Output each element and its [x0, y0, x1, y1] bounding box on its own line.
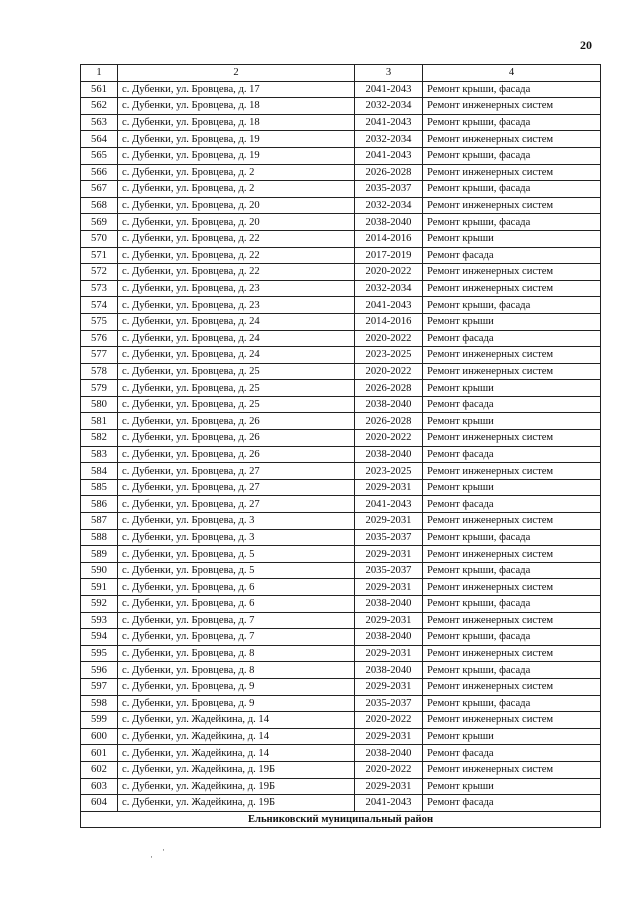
row-address: с. Дубенки, ул. Бровцева, д. 24 — [118, 313, 355, 330]
row-work-type: Ремонт инженерных систем — [423, 513, 601, 530]
table-row — [81, 579, 601, 596]
row-period: 2020-2022 — [355, 264, 423, 281]
row-address: с. Дубенки, ул. Бровцева, д. 27 — [118, 496, 355, 513]
row-number: 591 — [81, 579, 118, 596]
row-number: 571 — [81, 247, 118, 264]
row-work-type: Ремонт инженерных систем — [423, 280, 601, 297]
row-work-type: Ремонт инженерных систем — [423, 463, 601, 480]
row-period: 2038-2040 — [355, 629, 423, 646]
row-work-type: Ремонт крыши, фасада — [423, 214, 601, 231]
row-number: 566 — [81, 164, 118, 181]
row-period: 2029-2031 — [355, 513, 423, 530]
row-period: 2029-2031 — [355, 579, 423, 596]
row-address: с. Дубенки, ул. Бровцева, д. 19 — [118, 131, 355, 148]
row-number: 583 — [81, 446, 118, 463]
row-period: 2029-2031 — [355, 778, 423, 795]
row-number: 590 — [81, 562, 118, 579]
table-row — [81, 596, 601, 613]
row-period: 2035-2037 — [355, 181, 423, 198]
row-period: 2020-2022 — [355, 363, 423, 380]
row-number: 573 — [81, 280, 118, 297]
table-row — [81, 562, 601, 579]
row-period: 2038-2040 — [355, 446, 423, 463]
table-row — [81, 247, 601, 264]
row-address: с. Дубенки, ул. Бровцева, д. 8 — [118, 662, 355, 679]
row-number: 575 — [81, 313, 118, 330]
row-period: 2041-2043 — [355, 147, 423, 164]
section-row — [81, 811, 601, 828]
row-period: 2038-2040 — [355, 745, 423, 762]
row-work-type: Ремонт инженерных систем — [423, 197, 601, 214]
row-work-type: Ремонт крыши, фасада — [423, 596, 601, 613]
row-period: 2020-2022 — [355, 330, 423, 347]
row-work-type: Ремонт крыши, фасада — [423, 181, 601, 198]
table-row — [81, 114, 601, 131]
row-address: с. Дубенки, ул. Бровцева, д. 25 — [118, 396, 355, 413]
row-period: 2017-2019 — [355, 247, 423, 264]
row-address: с. Дубенки, ул. Бровцева, д. 18 — [118, 98, 355, 115]
row-work-type: Ремонт инженерных систем — [423, 363, 601, 380]
row-number: 578 — [81, 363, 118, 380]
table-body — [81, 81, 601, 811]
header-col-4: 4 — [423, 65, 601, 82]
row-address: с. Дубенки, ул. Бровцева, д. 18 — [118, 114, 355, 131]
row-address: с. Дубенки, ул. Бровцева, д. 9 — [118, 678, 355, 695]
row-number: 592 — [81, 596, 118, 613]
row-address: с. Дубенки, ул. Жадейкина, д. 19Б — [118, 761, 355, 778]
table-row — [81, 728, 601, 745]
row-address: с. Дубенки, ул. Бровцева, д. 23 — [118, 280, 355, 297]
row-work-type: Ремонт инженерных систем — [423, 430, 601, 447]
row-work-type: Ремонт инженерных систем — [423, 612, 601, 629]
row-work-type: Ремонт крыши, фасада — [423, 662, 601, 679]
header-col-2: 2 — [118, 65, 355, 82]
row-work-type: Ремонт фасада — [423, 496, 601, 513]
row-period: 2029-2031 — [355, 645, 423, 662]
row-address: с. Дубенки, ул. Жадейкина, д. 19Б — [118, 778, 355, 795]
table-row — [81, 330, 601, 347]
row-period: 2032-2034 — [355, 98, 423, 115]
row-number: 568 — [81, 197, 118, 214]
row-period: 2041-2043 — [355, 795, 423, 812]
table-row — [81, 612, 601, 629]
row-number: 567 — [81, 181, 118, 198]
table-row — [81, 529, 601, 546]
table-row — [81, 712, 601, 729]
row-address: с. Дубенки, ул. Бровцева, д. 24 — [118, 347, 355, 364]
row-work-type: Ремонт инженерных систем — [423, 164, 601, 181]
table-row — [81, 463, 601, 480]
table-row — [81, 164, 601, 181]
row-number: 588 — [81, 529, 118, 546]
housing-repair-table — [80, 64, 601, 828]
row-work-type: Ремонт крыши — [423, 380, 601, 397]
row-period: 2032-2034 — [355, 131, 423, 148]
row-period: 2041-2043 — [355, 114, 423, 131]
table-row — [81, 197, 601, 214]
row-work-type: Ремонт крыши, фасада — [423, 562, 601, 579]
row-number: 582 — [81, 430, 118, 447]
row-period: 2035-2037 — [355, 695, 423, 712]
table-row — [81, 430, 601, 447]
row-number: 599 — [81, 712, 118, 729]
row-number: 589 — [81, 546, 118, 563]
row-work-type: Ремонт крыши, фасада — [423, 81, 601, 98]
row-number: 594 — [81, 629, 118, 646]
table-row — [81, 778, 601, 795]
header-col-3: 3 — [355, 65, 423, 82]
row-work-type: Ремонт инженерных систем — [423, 264, 601, 281]
row-period: 2029-2031 — [355, 612, 423, 629]
header-col-1: 1 — [81, 65, 118, 82]
row-period: 2035-2037 — [355, 529, 423, 546]
page-number: 20 — [580, 38, 592, 52]
table-row — [81, 795, 601, 812]
row-address: с. Дубенки, ул. Бровцева, д. 2 — [118, 181, 355, 198]
table-row — [81, 131, 601, 148]
row-work-type: Ремонт фасада — [423, 795, 601, 812]
row-address: с. Дубенки, ул. Бровцева, д. 24 — [118, 330, 355, 347]
row-address: с. Дубенки, ул. Бровцева, д. 22 — [118, 230, 355, 247]
row-period: 2020-2022 — [355, 430, 423, 447]
table-row — [81, 645, 601, 662]
table-row — [81, 629, 601, 646]
row-work-type: Ремонт крыши — [423, 778, 601, 795]
row-number: 565 — [81, 147, 118, 164]
row-period: 2026-2028 — [355, 164, 423, 181]
table-row — [81, 98, 601, 115]
row-period: 2014-2016 — [355, 313, 423, 330]
row-address: с. Дубенки, ул. Бровцева, д. 3 — [118, 513, 355, 530]
table-row — [81, 181, 601, 198]
scan-speck: · — [162, 845, 165, 855]
row-period: 2038-2040 — [355, 596, 423, 613]
row-address: с. Дубенки, ул. Бровцева, д. 22 — [118, 264, 355, 281]
row-number: 563 — [81, 114, 118, 131]
table-row — [81, 313, 601, 330]
row-address: с. Дубенки, ул. Бровцева, д. 6 — [118, 596, 355, 613]
row-work-type: Ремонт инженерных систем — [423, 579, 601, 596]
table-row — [81, 413, 601, 430]
row-work-type: Ремонт фасада — [423, 247, 601, 264]
table-row — [81, 695, 601, 712]
row-period: 2023-2025 — [355, 463, 423, 480]
row-period: 2029-2031 — [355, 678, 423, 695]
row-number: 572 — [81, 264, 118, 281]
row-period: 2032-2034 — [355, 197, 423, 214]
row-number: 576 — [81, 330, 118, 347]
row-work-type: Ремонт крыши, фасада — [423, 114, 601, 131]
table-row — [81, 264, 601, 281]
row-address: с. Дубенки, ул. Бровцева, д. 6 — [118, 579, 355, 596]
row-address: с. Дубенки, ул. Бровцева, д. 27 — [118, 463, 355, 480]
row-address: с. Дубенки, ул. Бровцева, д. 26 — [118, 446, 355, 463]
row-number: 581 — [81, 413, 118, 430]
table-row — [81, 745, 601, 762]
row-number: 596 — [81, 662, 118, 679]
row-number: 598 — [81, 695, 118, 712]
row-period: 2038-2040 — [355, 662, 423, 679]
row-address: с. Дубенки, ул. Бровцева, д. 7 — [118, 612, 355, 629]
row-number: 586 — [81, 496, 118, 513]
row-work-type: Ремонт крыши — [423, 313, 601, 330]
row-work-type: Ремонт инженерных систем — [423, 678, 601, 695]
row-address: с. Дубенки, ул. Бровцева, д. 25 — [118, 363, 355, 380]
row-number: 574 — [81, 297, 118, 314]
row-number: 604 — [81, 795, 118, 812]
row-period: 2041-2043 — [355, 496, 423, 513]
row-number: 601 — [81, 745, 118, 762]
row-number: 585 — [81, 479, 118, 496]
row-period: 2029-2031 — [355, 479, 423, 496]
table-row — [81, 479, 601, 496]
row-number: 597 — [81, 678, 118, 695]
table-row — [81, 446, 601, 463]
row-period: 2014-2016 — [355, 230, 423, 247]
row-period: 2038-2040 — [355, 214, 423, 231]
row-period: 2038-2040 — [355, 396, 423, 413]
row-period: 2020-2022 — [355, 712, 423, 729]
table-row — [81, 662, 601, 679]
row-number: 580 — [81, 396, 118, 413]
row-address: с. Дубенки, ул. Бровцева, д. 23 — [118, 297, 355, 314]
row-address: с. Дубенки, ул. Бровцева, д. 5 — [118, 546, 355, 563]
row-work-type: Ремонт крыши, фасада — [423, 529, 601, 546]
row-address: с. Дубенки, ул. Жадейкина, д. 14 — [118, 728, 355, 745]
row-number: 570 — [81, 230, 118, 247]
row-period: 2029-2031 — [355, 546, 423, 563]
row-period: 2032-2034 — [355, 280, 423, 297]
table-row — [81, 147, 601, 164]
table-row — [81, 280, 601, 297]
row-address: с. Дубенки, ул. Бровцева, д. 3 — [118, 529, 355, 546]
row-address: с. Дубенки, ул. Жадейкина, д. 14 — [118, 745, 355, 762]
row-period: 2026-2028 — [355, 380, 423, 397]
row-address: с. Дубенки, ул. Бровцева, д. 22 — [118, 247, 355, 264]
row-address: с. Дубенки, ул. Бровцева, д. 26 — [118, 430, 355, 447]
row-number: 562 — [81, 98, 118, 115]
row-number: 587 — [81, 513, 118, 530]
row-address: с. Дубенки, ул. Бровцева, д. 5 — [118, 562, 355, 579]
row-address: с. Дубенки, ул. Бровцева, д. 17 — [118, 81, 355, 98]
row-number: 579 — [81, 380, 118, 397]
row-period: 2026-2028 — [355, 413, 423, 430]
row-work-type: Ремонт крыши, фасада — [423, 629, 601, 646]
row-number: 577 — [81, 347, 118, 364]
row-address: с. Дубенки, ул. Бровцева, д. 20 — [118, 197, 355, 214]
table-row — [81, 513, 601, 530]
table-row — [81, 546, 601, 563]
row-number: 595 — [81, 645, 118, 662]
row-address: с. Дубенки, ул. Бровцева, д. 9 — [118, 695, 355, 712]
table-row — [81, 230, 601, 247]
row-number: 603 — [81, 778, 118, 795]
row-address: с. Дубенки, ул. Бровцева, д. 26 — [118, 413, 355, 430]
table-row — [81, 380, 601, 397]
row-period: 2023-2025 — [355, 347, 423, 364]
row-work-type: Ремонт фасада — [423, 745, 601, 762]
table-row — [81, 496, 601, 513]
row-address: с. Дубенки, ул. Бровцева, д. 2 — [118, 164, 355, 181]
row-work-type: Ремонт фасада — [423, 396, 601, 413]
row-number: 593 — [81, 612, 118, 629]
row-work-type: Ремонт крыши — [423, 230, 601, 247]
row-work-type: Ремонт инженерных систем — [423, 761, 601, 778]
table-footer — [81, 811, 601, 828]
row-period: 2041-2043 — [355, 81, 423, 98]
row-number: 584 — [81, 463, 118, 480]
row-address: с. Дубенки, ул. Бровцева, д. 27 — [118, 479, 355, 496]
row-work-type: Ремонт крыши — [423, 479, 601, 496]
row-period: 2020-2022 — [355, 761, 423, 778]
row-number: 602 — [81, 761, 118, 778]
row-work-type: Ремонт крыши — [423, 728, 601, 745]
table-row — [81, 396, 601, 413]
section-title: Ельниковский муниципальный район — [81, 811, 601, 828]
row-work-type: Ремонт инженерных систем — [423, 131, 601, 148]
row-number: 569 — [81, 214, 118, 231]
row-period: 2035-2037 — [355, 562, 423, 579]
row-number: 561 — [81, 81, 118, 98]
row-work-type: Ремонт крыши, фасада — [423, 147, 601, 164]
row-address: с. Дубенки, ул. Бровцева, д. 7 — [118, 629, 355, 646]
row-work-type: Ремонт фасада — [423, 330, 601, 347]
scan-speck: · — [150, 852, 153, 862]
table-row — [81, 678, 601, 695]
header-row — [81, 65, 601, 82]
row-address: с. Дубенки, ул. Бровцева, д. 19 — [118, 147, 355, 164]
table-header — [81, 65, 601, 82]
row-number: 600 — [81, 728, 118, 745]
row-address: с. Дубенки, ул. Бровцева, д. 20 — [118, 214, 355, 231]
row-address: с. Дубенки, ул. Жадейкина, д. 14 — [118, 712, 355, 729]
row-work-type: Ремонт инженерных систем — [423, 546, 601, 563]
row-work-type: Ремонт фасада — [423, 446, 601, 463]
table-row — [81, 347, 601, 364]
row-period: 2029-2031 — [355, 728, 423, 745]
row-work-type: Ремонт инженерных систем — [423, 347, 601, 364]
table-row — [81, 363, 601, 380]
table-row — [81, 81, 601, 98]
row-work-type: Ремонт инженерных систем — [423, 645, 601, 662]
row-work-type: Ремонт инженерных систем — [423, 98, 601, 115]
table-row — [81, 214, 601, 231]
row-address: с. Дубенки, ул. Бровцева, д. 8 — [118, 645, 355, 662]
row-work-type: Ремонт крыши, фасада — [423, 695, 601, 712]
table-row — [81, 761, 601, 778]
row-period: 2041-2043 — [355, 297, 423, 314]
row-number: 564 — [81, 131, 118, 148]
table-row — [81, 297, 601, 314]
row-work-type: Ремонт инженерных систем — [423, 712, 601, 729]
row-address: с. Дубенки, ул. Жадейкина, д. 19Б — [118, 795, 355, 812]
row-work-type: Ремонт крыши, фасада — [423, 297, 601, 314]
row-work-type: Ремонт крыши — [423, 413, 601, 430]
row-address: с. Дубенки, ул. Бровцева, д. 25 — [118, 380, 355, 397]
